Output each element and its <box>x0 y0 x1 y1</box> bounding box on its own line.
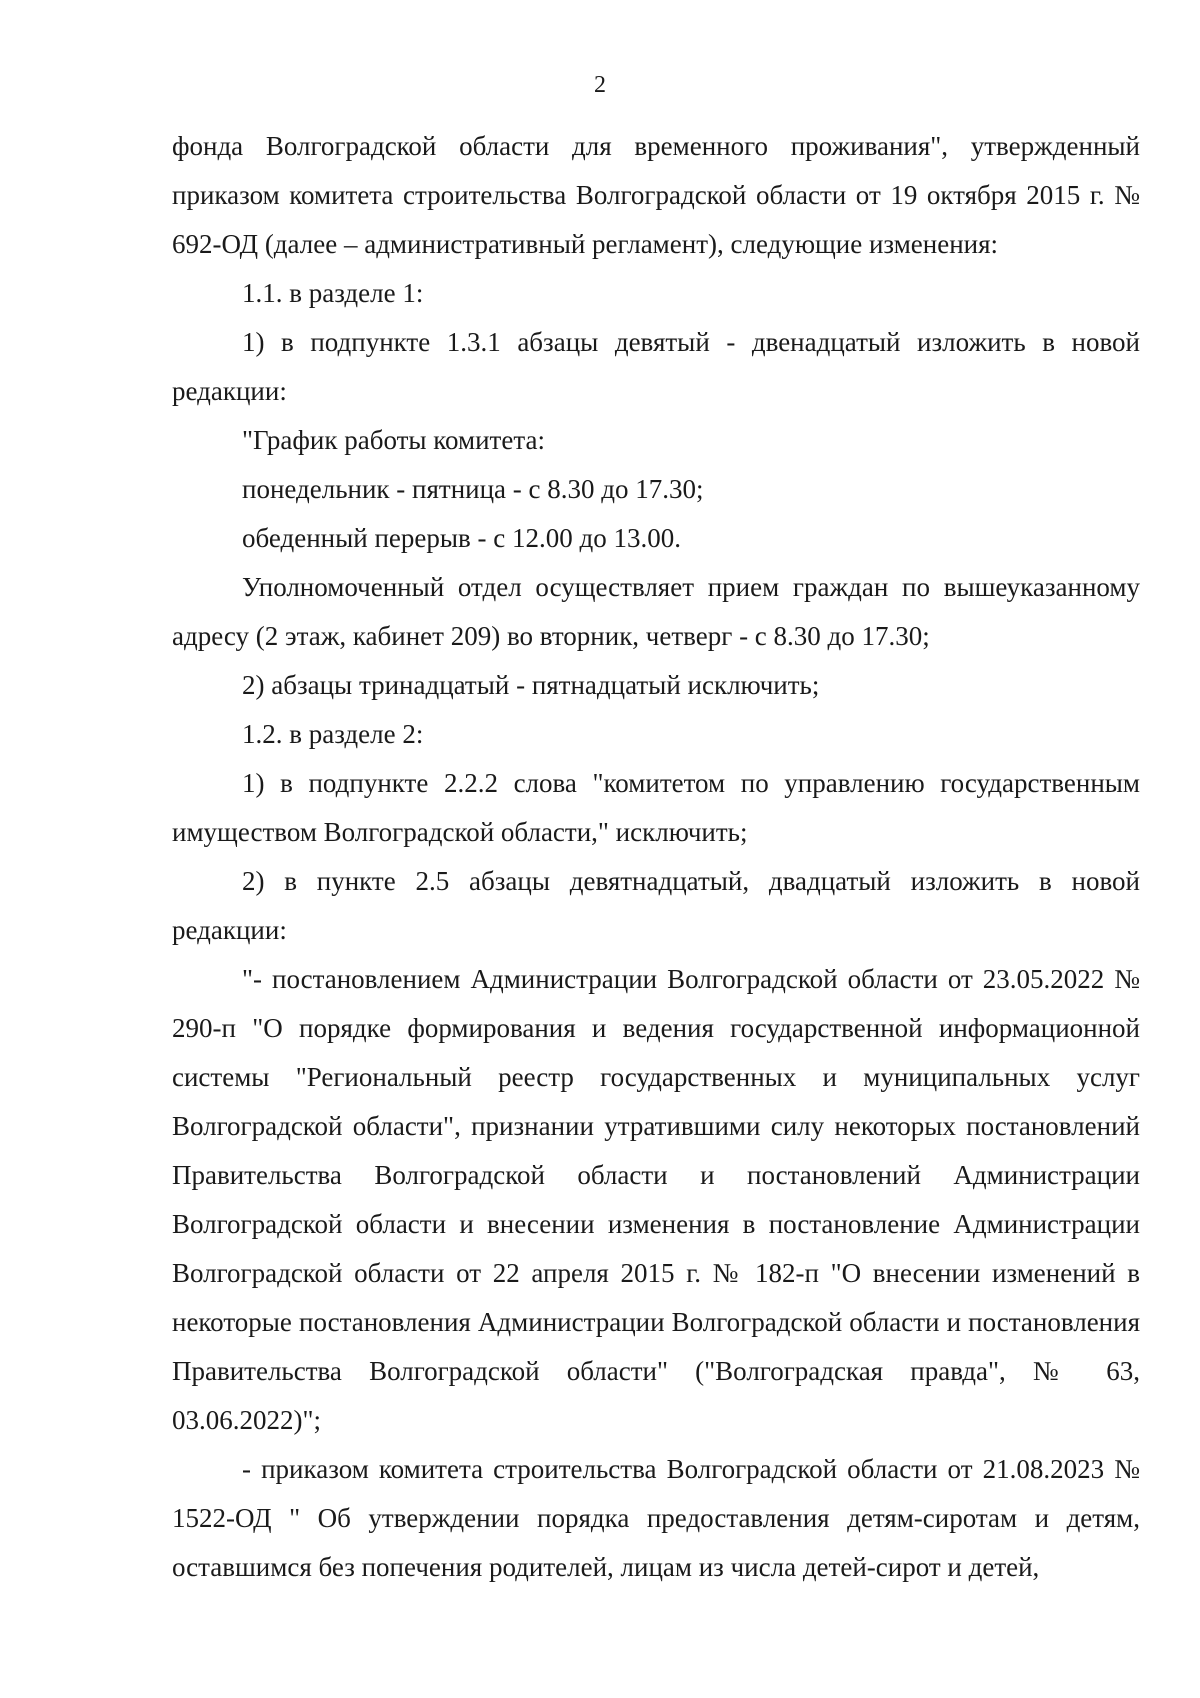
paragraph-item-2-1: 1) в подпункте 2.2.2 слова "комитетом по управлению государственным имуществом Волгоградской области," исключить; <box>172 768 1140 847</box>
paragraph-resolution-290: "- постановлением Администрации Волгоградской области от 23.05.2022 № 290-п "О порядке формирования и ведения государственной информационной системы "Региональный реестр государственных и муниципальных услуг Волгоградской области", признании утратившими силу некоторых постановлений Правительства Волгоградской области и постановлений Администрации Волгоградской области и внесении изменения в постановление Администрации Волгоградской области от 22 апреля 2015 г. № 182-п "О внесении изменений в некоторые постановления Администрации Волгоградской области и постановления Правительства Волгоградской области" ("Волгоградская правда", № 63, 03.06.2022)"; <box>172 964 1140 1435</box>
paragraph-item-2-2: 2) в пункте 2.5 абзацы девятнадцатый, двадцатый изложить в новой редакции: <box>172 866 1140 945</box>
paragraph-item-2: 2) абзацы тринадцатый - пятнадцатый исключить; <box>242 670 820 700</box>
paragraph-schedule-lunch: обеденный перерыв - с 12.00 до 13.00. <box>242 523 681 553</box>
document-body <box>172 122 1140 1592</box>
paragraph-section-1-1: 1.1. в разделе 1: <box>242 278 424 308</box>
paragraph-continuation: фонда Волгоградской области для временного проживания", утвержденный приказом комитета строительства Волгоградской области от 19 октября 2015 г. № 692-ОД (далее – административный регламент), следующие изменения: <box>172 131 1140 259</box>
paragraph-item-1: 1) в подпункте 1.3.1 абзацы девятый - двенадцатый изложить в новой редакции: <box>172 327 1140 406</box>
paragraph-section-1-2: 1.2. в разделе 2: <box>242 719 424 749</box>
paragraph-order-1522: - приказом комитета строительства Волгоградской области от 21.08.2023 № 1522-ОД " Об утверждении порядка предоставления детям-сиротам и детям, оставшимся без попечения родителей, лицам из числа детей-сирот и детей, <box>172 1454 1140 1582</box>
page-number: 2 <box>594 72 606 98</box>
paragraph-schedule-title: "График работы комитета: <box>242 425 545 455</box>
paragraph-schedule-weekdays: понедельник - пятница - с 8.30 до 17.30; <box>242 474 704 504</box>
paragraph-reception: Уполномоченный отдел осуществляет прием граждан по вышеуказанному адресу (2 этаж, кабинет 209) во вторник, четверг - с 8.30 до 17.30; <box>172 572 1140 651</box>
